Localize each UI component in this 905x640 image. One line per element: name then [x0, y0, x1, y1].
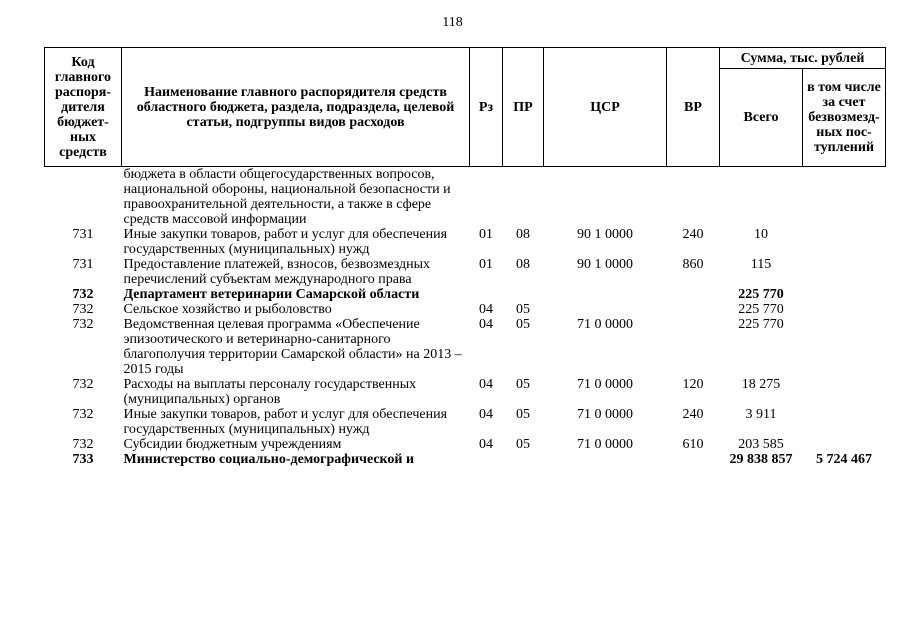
- cell-csr: [544, 452, 667, 467]
- cell-name: Министерство социально-демографической и: [123, 452, 415, 467]
- header-total: Всего: [720, 69, 803, 167]
- cell-csr: 90 1 0000: [577, 227, 633, 242]
- cell-csr: 71 0 0000: [577, 407, 633, 422]
- cell-csr: [544, 287, 667, 302]
- cell-rz: [470, 452, 503, 467]
- cell-name: Субсидии бюджетным учреждениям: [123, 437, 342, 452]
- table-row: [45, 257, 886, 287]
- cell-code: 732: [72, 377, 94, 392]
- cell-name: Расходы на выплаты персоналу государственных (муниципальных) органов: [123, 377, 417, 407]
- cell-csr: 71 0 0000: [577, 377, 633, 392]
- cell-rz: 04: [479, 317, 493, 332]
- cell-rz: [470, 287, 503, 302]
- cell-name: бюджета в области общегосударственных вопросов, национальной обороны, национальной безопасности и правоохранительной деятельности, а также в сфере средств массовой информации: [123, 167, 451, 227]
- cell-vr: 240: [682, 407, 704, 422]
- budget-table: [44, 47, 886, 467]
- cell-vr: [667, 452, 720, 467]
- cell-rz: 01: [479, 227, 493, 242]
- cell-code: 731: [72, 227, 94, 242]
- cell-free: [803, 287, 886, 302]
- cell-rz: 04: [479, 377, 493, 392]
- header-pr: ПР: [503, 48, 544, 167]
- cell-total: 225 770: [738, 287, 784, 302]
- cell-pr: [503, 167, 544, 228]
- cell-free: [803, 227, 886, 257]
- table-header: [45, 48, 886, 167]
- cell-total: 10: [754, 227, 768, 242]
- header-rz: Рз: [470, 48, 503, 167]
- cell-pr: 05: [516, 377, 530, 392]
- cell-vr: [667, 287, 720, 302]
- table-row: [45, 167, 886, 228]
- table-row: [45, 452, 886, 467]
- cell-vr: 860: [682, 257, 704, 272]
- cell-code: 732: [72, 317, 94, 332]
- table-row: [45, 377, 886, 407]
- cell-vr: 120: [682, 377, 704, 392]
- cell-vr: [667, 167, 720, 228]
- table-row: [45, 317, 886, 377]
- cell-rz: [470, 167, 503, 228]
- table-row: [45, 407, 886, 437]
- cell-total: [720, 167, 803, 228]
- cell-total: 225 770: [738, 302, 784, 317]
- cell-csr: 71 0 0000: [577, 437, 633, 452]
- header-code: Код главного распоря-дителя бюджет-ных средств: [45, 48, 122, 167]
- cell-csr: 90 1 0000: [577, 257, 633, 272]
- cell-total: 203 585: [738, 437, 784, 452]
- cell-csr: [544, 167, 667, 228]
- table-body: [45, 167, 886, 468]
- cell-pr: [503, 287, 544, 302]
- cell-csr: [544, 302, 667, 317]
- cell-vr: [667, 317, 720, 377]
- header-sum: Сумма, тыс. рублей: [720, 48, 886, 69]
- cell-name: Иные закупки товаров, работ и услуг для обеспечения государственных (муниципальных) нужд: [123, 407, 448, 437]
- cell-pr: 08: [516, 227, 530, 242]
- cell-name: Предоставление платежей, взносов, безвозмездных перечислений субъектам международного права: [123, 257, 431, 287]
- table-row: [45, 287, 886, 302]
- cell-free: [803, 167, 886, 228]
- header-name: Наименование главного распорядителя средств областного бюджета, раздела, подраздела, целевой статьи, подгруппы видов расходов: [122, 48, 470, 167]
- table-row: [45, 227, 886, 257]
- cell-free: 5 724 467: [816, 452, 872, 467]
- cell-free: [803, 302, 886, 317]
- cell-rz: 04: [479, 437, 493, 452]
- table-row: [45, 302, 886, 317]
- cell-pr: 08: [516, 257, 530, 272]
- cell-code: 732: [72, 287, 94, 302]
- cell-code: 733: [72, 452, 94, 467]
- cell-total: 225 770: [738, 317, 784, 332]
- table-row: [45, 437, 886, 452]
- cell-name: Департамент ветеринарии Самарской области: [123, 287, 420, 302]
- cell-pr: 05: [516, 302, 530, 317]
- cell-pr: 05: [516, 317, 530, 332]
- cell-pr: [503, 452, 544, 467]
- header-free: в том числе за счет безвозмезд-ных пос-туплений: [803, 69, 886, 167]
- cell-rz: 04: [479, 302, 493, 317]
- cell-free: [803, 257, 886, 287]
- cell-total: 29 838 857: [729, 452, 793, 467]
- cell-name: Иные закупки товаров, работ и услуг для обеспечения государственных (муниципальных) нужд: [123, 227, 448, 257]
- cell-code: 732: [72, 407, 94, 422]
- cell-code: 731: [72, 257, 94, 272]
- cell-code: [45, 167, 122, 228]
- cell-pr: 05: [516, 407, 530, 422]
- header-csr: ЦСР: [544, 48, 667, 167]
- cell-name: Сельское хозяйство и рыболовство: [123, 302, 332, 317]
- cell-free: [803, 407, 886, 437]
- cell-rz: 01: [479, 257, 493, 272]
- page-number: 118: [442, 15, 463, 30]
- cell-name: Ведомственная целевая программа «Обеспечение эпизоотического и ветеринарно-санитарного благополучия территории Самарской области» на 2013 –2015 годы: [123, 317, 462, 377]
- cell-pr: 05: [516, 437, 530, 452]
- cell-vr: 610: [682, 437, 704, 452]
- cell-vr: [667, 302, 720, 317]
- cell-total: 3 911: [745, 407, 777, 422]
- header-vr: ВР: [667, 48, 720, 167]
- cell-total: 115: [750, 257, 772, 272]
- cell-total: 18 275: [741, 377, 781, 392]
- cell-free: [803, 317, 886, 377]
- cell-free: [803, 377, 886, 407]
- cell-free: [803, 437, 886, 452]
- cell-csr: 71 0 0000: [577, 317, 633, 332]
- cell-rz: 04: [479, 407, 493, 422]
- cell-vr: 240: [682, 227, 704, 242]
- cell-code: 732: [72, 437, 94, 452]
- cell-code: 732: [72, 302, 94, 317]
